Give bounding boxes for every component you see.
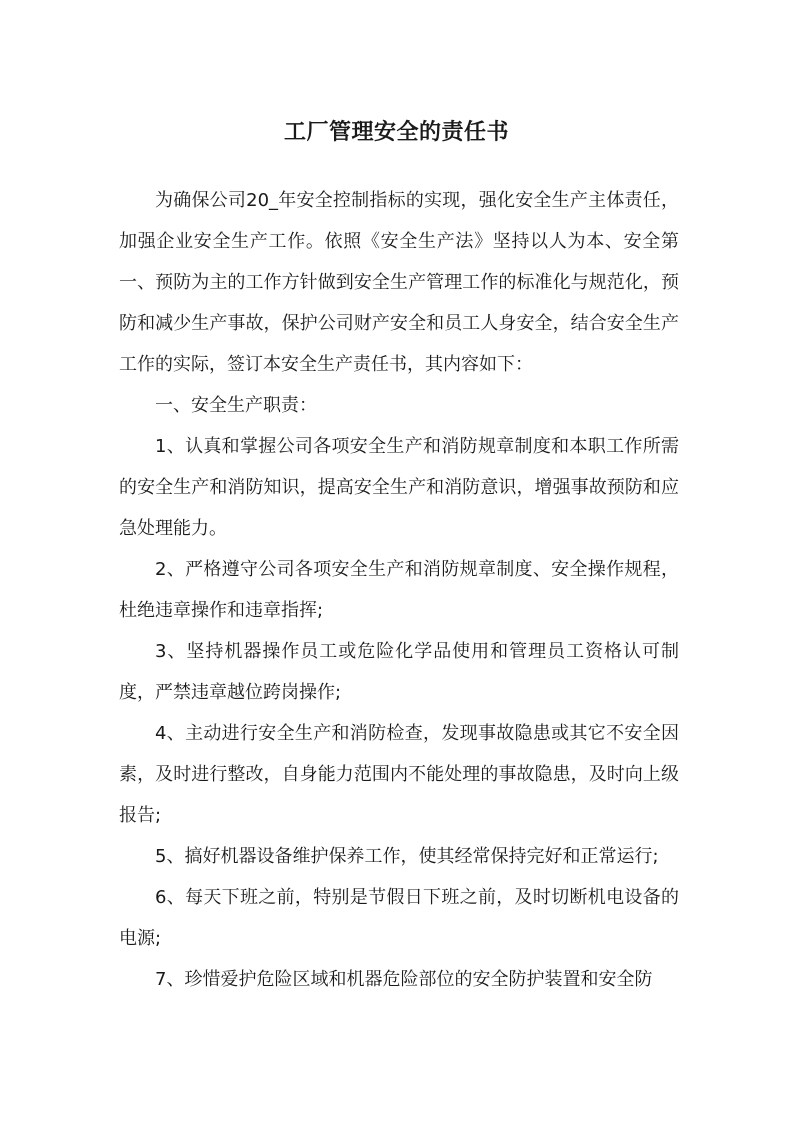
document-title: 工厂管理安全的责任书 [283,119,509,145]
document-body [119,180,679,1000]
duty-item-3: 3、坚持机器操作员工或危险化学品使用和管理员工资格认可制度，严禁违章越位跨岗操作; [119,641,679,703]
paragraph-intro: 为确保公司20_年安全控制指标的实现，强化安全生产主体责任，加强企业安全生产工作。依照《安全生产法》坚持以人为本、安全第一、预防为主的工作方针做到安全生产管理工作的标准化与规范化，预防和减少生产事故，保护公司财产安全和员工人身安全，结合安全生产工作的实际，签订本安全生产责任书，其内容如下： [119,190,679,375]
duty-item-4: 4、主动进行安全生产和消防检查，发现事故隐患或其它不安全因素，及时进行整改，自身能力范围内不能处理的事故隐患，及时向上级报告; [119,723,679,826]
duty-item-2: 2、严格遵守公司各项安全生产和消防规章制度、安全操作规程，杜绝违章操作和违章指挥; [119,559,679,621]
duty-item-7: 7、珍惜爱护危险区域和机器危险部位的安全防护装置和安全防 [155,969,653,990]
duty-item-6: 6、每天下班之前，特别是节假日下班之前，及时切断机电设备的电源; [119,887,679,949]
duty-item-1: 1、认真和掌握公司各项安全生产和消防规章制度和本职工作所需的安全生产和消防知识，提高安全生产和消防意识，增强事故预防和应急处理能力。 [119,436,679,539]
section-heading-duties: 一、安全生产职责： [155,395,317,416]
duty-item-5: 5、搞好机器设备维护保养工作，使其经常保持完好和正常运行; [155,846,659,867]
